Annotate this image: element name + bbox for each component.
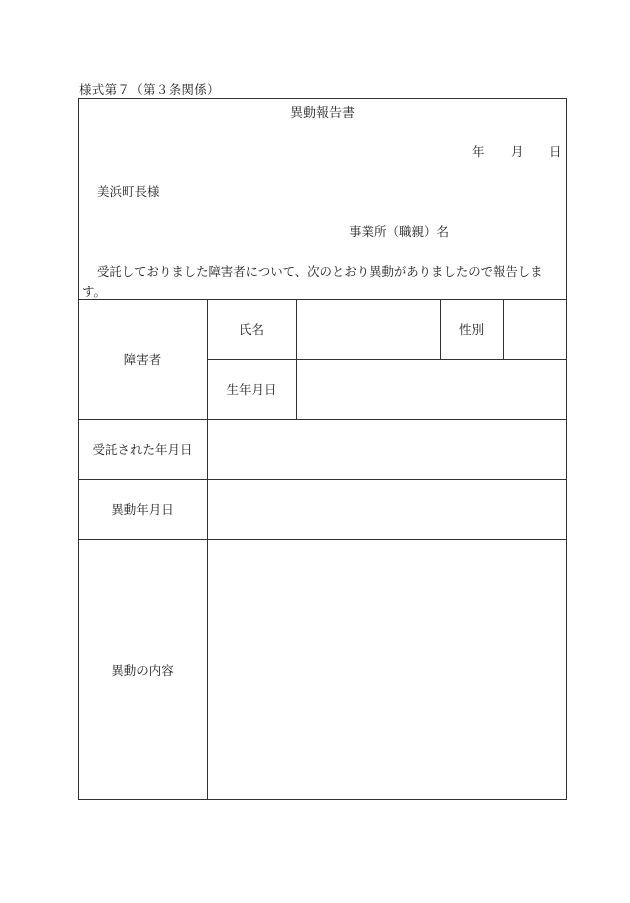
birthdate-label: 生年月日 (226, 382, 277, 397)
gender-field[interactable] (504, 300, 566, 359)
entrusted-date-field[interactable] (208, 420, 566, 479)
change-date-field[interactable] (208, 480, 566, 539)
statement-line-1: 受託しておりました障害者について、次のとおり異動がありましたので報告しま (97, 264, 543, 279)
date-year-label: 年 (472, 144, 485, 159)
date-month-label: 月 (511, 144, 524, 159)
name-label: 氏名 (238, 322, 264, 337)
name-field[interactable] (297, 300, 440, 359)
form-title: 異動報告書 (290, 106, 356, 121)
change-date-label: 異動年月日 (111, 502, 174, 517)
addressee: 美浜町長様 (97, 184, 160, 199)
change-details-field[interactable] (208, 540, 566, 799)
gender-label: 性別 (458, 322, 484, 337)
birthdate-field[interactable] (297, 360, 566, 419)
disabled-person-label: 障害者 (123, 352, 162, 367)
date-day-label: 日 (549, 144, 562, 159)
change-details-label: 異動の内容 (111, 662, 174, 678)
entrusted-date-label: 受託された年月日 (92, 442, 193, 457)
business-signature-label: 事業所（職親）名 (349, 224, 450, 239)
form-number-label: 様式第７（第３条関係） (79, 82, 220, 97)
statement-line-2: す。 (82, 284, 107, 299)
